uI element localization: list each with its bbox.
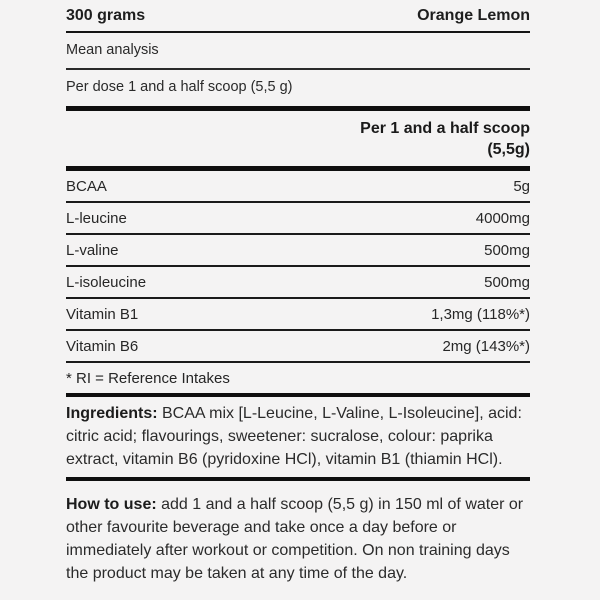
nutrient-row-l-leucine — [66, 203, 530, 235]
flavor-name: Orange Lemon — [417, 7, 530, 24]
nutrient-label: L-isoleucine — [66, 274, 147, 291]
nutrient-row-bcaa — [66, 171, 530, 203]
column-header-line2: (5,5g) — [487, 141, 530, 158]
ingredients-text: BCAA mix [L-Leucine, L-Valine, L-Isoleucine], acid: citric acid; flavourings, sweetener: sucralose, colour: paprika extract, vitamin B6 (pyridoxine HCl), vitamin B1 (thiamin HCl). — [66, 405, 522, 468]
ingredients-lead: Ingredients: — [66, 405, 158, 422]
how-to-use-lead: How to use: — [66, 496, 157, 513]
nutrient-value: 2mg (143%*) — [442, 338, 530, 355]
nutrient-row-l-valine — [66, 235, 530, 267]
nutrient-row-vitamin-b6 — [66, 331, 530, 363]
nutrient-value: 500mg — [484, 274, 530, 291]
column-header — [66, 111, 530, 171]
net-weight: 300 grams — [66, 7, 146, 24]
how-to-use-text: add 1 and a half scoop (5,5 g) in 150 ml of water or other favourite beverage and take once a day before or immediately after workout or competition. On non training days the product may be taken at any time of the day. — [66, 496, 524, 582]
nutrient-value: 4000mg — [475, 210, 530, 227]
nutrient-label: L-valine — [66, 242, 119, 259]
nutrient-value: 1,3mg (118%*) — [431, 306, 530, 323]
label-header-row — [66, 0, 530, 33]
nutrient-label: BCAA — [66, 178, 107, 195]
nutrient-label: Vitamin B1 — [66, 306, 139, 323]
nutrient-label: L-leucine — [66, 210, 127, 227]
mean-analysis-label: Mean analysis — [66, 33, 530, 70]
dose-label: Per dose 1 and a half scoop (5,5 g) — [66, 70, 530, 111]
how-to-use-paragraph — [66, 481, 530, 585]
nutrition-label — [66, 0, 530, 585]
nutrient-row-vitamin-b1 — [66, 299, 530, 331]
nutrient-row-l-isoleucine — [66, 267, 530, 299]
nutrient-value: 500mg — [484, 242, 530, 259]
column-header-line1: Per 1 and a half scoop — [360, 120, 530, 137]
ingredients-paragraph — [66, 397, 530, 481]
nutrient-label: Vitamin B6 — [66, 338, 139, 355]
nutrient-value: 5g — [513, 178, 530, 195]
reference-intakes-footnote: * RI = Reference Intakes — [66, 363, 530, 397]
